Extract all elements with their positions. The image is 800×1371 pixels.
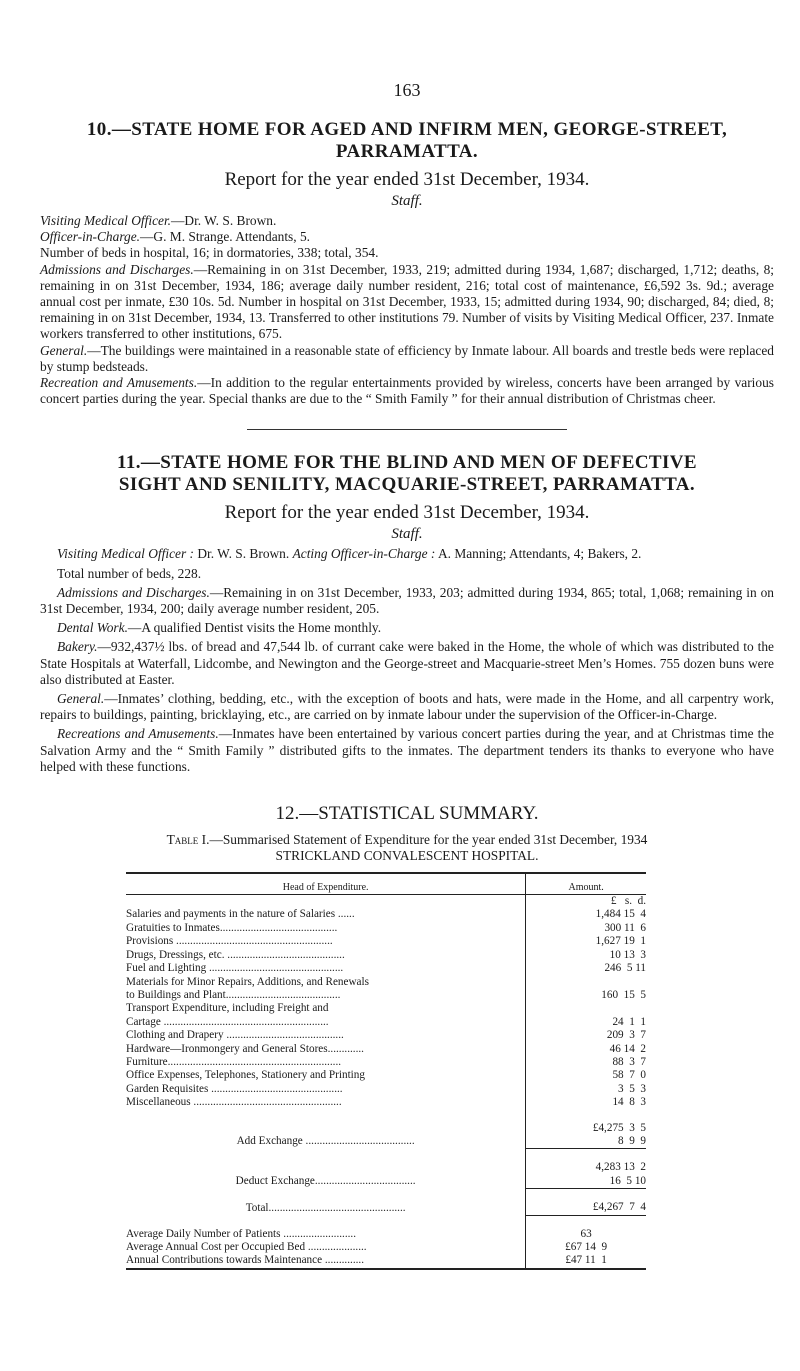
section-11 [40, 452, 774, 775]
expenditure-amount: 24 1 1 [612, 1015, 646, 1028]
expenditure-head: Clothing and Drapery .......................................... [126, 1029, 526, 1042]
section-11-staff-heading: Staff. [391, 526, 423, 543]
avg-patients-value: 63 [580, 1227, 592, 1240]
expenditure-head: Salaries and payments in the nature of Salaries ...... [126, 908, 526, 921]
expenditure-amount: 14 8 3 [612, 1096, 646, 1109]
section-10-heading-line1: 10.—STATE HOME FOR AGED AND INFIRM MEN, GEORGE-STREET, [86, 119, 728, 140]
table-row [126, 976, 646, 989]
table-row [126, 935, 646, 948]
section-11-staff [40, 546, 774, 562]
expenditure-amount: 1,627 19 1 [595, 935, 646, 948]
section-11-report-title: Report for the year ended 31st December, 1934. [224, 502, 590, 524]
table-row [126, 949, 646, 962]
expenditure-rows [126, 895, 646, 1110]
general-text: —The buildings were maintained in a reasonable state of efficiency by Inmate labour. All boards and trestle beds were replaced by stump bedsteads. [40, 342, 774, 374]
contrib-label: Annual Contributions towards Maintenance .............. [126, 1254, 526, 1268]
expenditure-head: Drugs, Dressings, etc. .......................................... [126, 949, 526, 962]
section-11-heading [40, 452, 774, 496]
section-10 [40, 119, 774, 407]
section-10-heading-line2: PARRAMATTA. [335, 141, 479, 162]
expenditure-amount: 46 14 2 [609, 1042, 646, 1055]
document-page [40, 0, 774, 1270]
section-10-visiting [40, 213, 774, 229]
table-row [126, 1016, 646, 1029]
general-text: —Inmates’ clothing, bedding, etc., with the exception of boots and hats, were made in the Home, and all carpentry work, repairs to buildings, painting, bricklaying, etc., are carried on by inmate labour under the supervision of the Officer-in-Charge. [40, 691, 774, 723]
expenditure-amount: 88 3 7 [612, 1055, 646, 1068]
section-11-beds: Total number of beds, 228. [57, 565, 202, 581]
table-row [126, 1056, 646, 1069]
section-11-general [40, 691, 774, 723]
section-divider [247, 429, 567, 430]
currency-header-row [126, 895, 646, 909]
expenditure-head: Materials for Minor Repairs, Additions, and Renewals [126, 976, 526, 989]
section-11-dental [40, 620, 774, 636]
expenditure-amount: 246 5 11 [604, 962, 646, 975]
expenditure-amount: 209 3 7 [606, 1029, 646, 1042]
expenditure-amount: 58 7 0 [612, 1069, 646, 1082]
add-exchange-amount: 8 9 9 [526, 1135, 646, 1149]
table-header-row [126, 873, 646, 895]
visiting-label: Visiting Medical Officer. [40, 213, 172, 228]
section-10-heading [40, 119, 774, 163]
expenditure-head: Garden Requisites ............................................... [126, 1083, 526, 1096]
table-row [126, 1043, 646, 1056]
admissions-text: —Remaining in on 31st December, 1933, 203; admitted during 1934, 865; total, 1,068; remaining in on 31st December, 1934, 200; daily average number resident, 205. [40, 584, 774, 617]
deduct-exchange-amount: 16 5 10 [526, 1175, 646, 1189]
visiting-label: Visiting Medical Officer : [57, 546, 194, 562]
general-label: General. [57, 691, 105, 707]
subtotal-1: £4,275 3 5 [592, 1121, 646, 1134]
section-11-heading-line2: SIGHT AND SENILITY, MACQUARIE-STREET, PARRAMATTA. [118, 474, 696, 496]
subtotal-2-row [126, 1161, 646, 1174]
dental-text: —A qualified Dentist visits the Home monthly. [127, 620, 382, 636]
total-label: Total................................................. [126, 1201, 526, 1215]
avg-cost-row [126, 1241, 646, 1254]
table-row [126, 962, 646, 975]
subtotal-2: 4,283 13 2 [595, 1161, 646, 1174]
admissions-label: Admissions and Discharges. [40, 261, 194, 277]
section-11-admissions [40, 585, 774, 617]
subtotal-row [126, 1122, 646, 1135]
section-10-staff-heading: Staff. [391, 193, 423, 209]
section-12 [40, 803, 774, 1270]
expenditure-table [126, 872, 646, 1270]
expenditure-head: to Buildings and Plant......................................... [126, 989, 526, 1002]
section-10-officer [40, 229, 774, 245]
acting-label: Acting Officer-in-Charge : [292, 546, 436, 562]
contrib-value: £47 11 1 [526, 1254, 646, 1268]
table-row [126, 1002, 646, 1015]
avg-patients-label: Average Daily Number of Patients .......................... [126, 1228, 526, 1241]
column-header-amount: Amount. [526, 873, 646, 895]
acting-text: A. Manning; Attendants, 4; Bakers, 2. [435, 546, 642, 562]
expenditure-head: Gratuities to Inmates.......................................... [126, 922, 526, 935]
table-label: Table I. [166, 832, 210, 848]
section-10-general [40, 343, 774, 375]
expenditure-amount: 300 11 6 [604, 921, 646, 934]
table-row [126, 1083, 646, 1096]
table-row [126, 1029, 646, 1042]
recreation-label: Recreation and Amusements. [40, 375, 198, 391]
contrib-row [126, 1254, 646, 1268]
dental-label: Dental Work. [57, 620, 128, 636]
recreation-text: —Inmates have been entertained by various concert parties during the year, and at Christmas time the Salvation Army and the “ Smith Family ” distributed gifts to the inmates. The department tenders its thanks to everyone who have helped with these functions. [40, 726, 774, 774]
expenditure-head: Hardware—Ironmongery and General Stores............. [126, 1043, 526, 1056]
expenditure-amount [526, 976, 646, 989]
section-10-beds: Number of beds in hospital, 16; in dormatories, 338; total, 354. [40, 245, 379, 261]
bakery-label: Bakery. [57, 639, 98, 655]
expenditure-head: Cartage ........................................................... [126, 1016, 526, 1029]
visiting-text: Dr. W. S. Brown. [193, 546, 293, 562]
table-row [126, 989, 646, 1002]
table-row [126, 1069, 646, 1082]
table-row [126, 908, 646, 921]
table-title [40, 831, 774, 848]
totals-block [126, 1110, 646, 1228]
expenditure-amount: 1,484 15 4 [595, 908, 646, 921]
visiting-text: —Dr. W. S. Brown. [171, 213, 277, 228]
section-11-bakery [40, 639, 774, 688]
avg-patients-row [126, 1228, 646, 1241]
section-12-heading: 12.—STATISTICAL SUMMARY. [275, 803, 539, 825]
admissions-text: —Remaining in on 31st December, 1933, 219; admitted during 1934, 1,687; discharged, 1,712; deaths, 8; remaining in on 31st December, 1934, 186; average daily number resident, 216; total cost of maintenance, £6,592 3s. 9d.; average annual cost per inmate, £30 10s. 5d. Number in hospital on 31st December, 1933, 15; admitted during 1934, 90; discharged, 84; died, 8; remaining in on 31st December, 1934, 13. Transferred to other institutions 79. Number of visits by Visiting Medical Officer, 237. Inmate workers transferred to other institutions, 675. [40, 261, 774, 342]
avg-cost-value: £67 14 9 [565, 1241, 608, 1254]
currency-header: £ s. d. [610, 895, 646, 908]
expenditure-amount: 3 5 3 [618, 1082, 646, 1095]
recreation-text: —In addition to the regular entertainments provided by wireless, concerts have been arranged by various concert parties during the year. Special thanks are due to the “ Smith Family ” for their annual distribution of Christmas cheer. [40, 375, 774, 407]
section-10-admissions [40, 262, 774, 343]
general-label: General. [40, 342, 88, 358]
table-row [126, 1096, 646, 1109]
total-amount: £4,267 7 4 [526, 1201, 646, 1215]
total-row [126, 1201, 646, 1215]
table-row [126, 922, 646, 935]
bakery-text: —932,437½ lbs. of bread and 47,544 lb. of currant cake were baked in the Home, the whole of which was distributed to the State Hospitals at Waterfall, Lidcombe, and Newington and the George-street and Macquarie-street Men’s Homes. 755 dozen buns were also distributed at Easter. [40, 639, 774, 687]
section-10-report-title: Report for the year ended 31st December, 1934. [224, 169, 590, 190]
expenditure-amount: 10 13 3 [609, 948, 646, 961]
recreation-label: Recreations and Amusements. [57, 726, 219, 742]
table-subtitle: STRICKLAND CONVALESCENT HOSPITAL. [275, 848, 539, 864]
admissions-label: Admissions and Discharges. [57, 584, 210, 600]
deduct-exchange-row [126, 1175, 646, 1189]
expenditure-amount: 160 15 5 [601, 988, 646, 1001]
expenditure-head: Miscellaneous ..................................................... [126, 1096, 526, 1109]
averages-block [126, 1228, 646, 1269]
avg-cost-label: Average Annual Cost per Occupied Bed ..................... [126, 1241, 526, 1254]
officer-text: —G. M. Strange. Attendants, 5. [140, 229, 311, 245]
expenditure-head: Furniture.............................................................. [126, 1056, 526, 1069]
section-10-recreation [40, 375, 774, 407]
officer-label: Officer-in-Charge. [40, 229, 141, 245]
expenditure-head: Fuel and Lighting ................................................ [126, 962, 526, 975]
expenditure-head: Office Expenses, Telephones, Stationery and Printing [126, 1069, 526, 1082]
section-11-heading-line1: 11.—STATE HOME FOR THE BLIND AND MEN OF DEFECTIVE [117, 452, 697, 474]
expenditure-head: Transport Expenditure, including Freight and [126, 1002, 526, 1015]
section-11-recreation [40, 726, 774, 775]
column-header-head: Head of Expenditure. [126, 873, 526, 895]
add-exchange-row [126, 1135, 646, 1149]
expenditure-head: Provisions ........................................................ [126, 935, 526, 948]
table-title-text: —Summarised Statement of Expenditure for the year ended 31st December, 1934 [209, 832, 648, 848]
add-exchange-label: Add Exchange ....................................... [126, 1135, 526, 1149]
page-number: 163 [393, 80, 421, 100]
deduct-exchange-label: Deduct Exchange.................................... [126, 1175, 526, 1189]
expenditure-amount [526, 1002, 646, 1015]
